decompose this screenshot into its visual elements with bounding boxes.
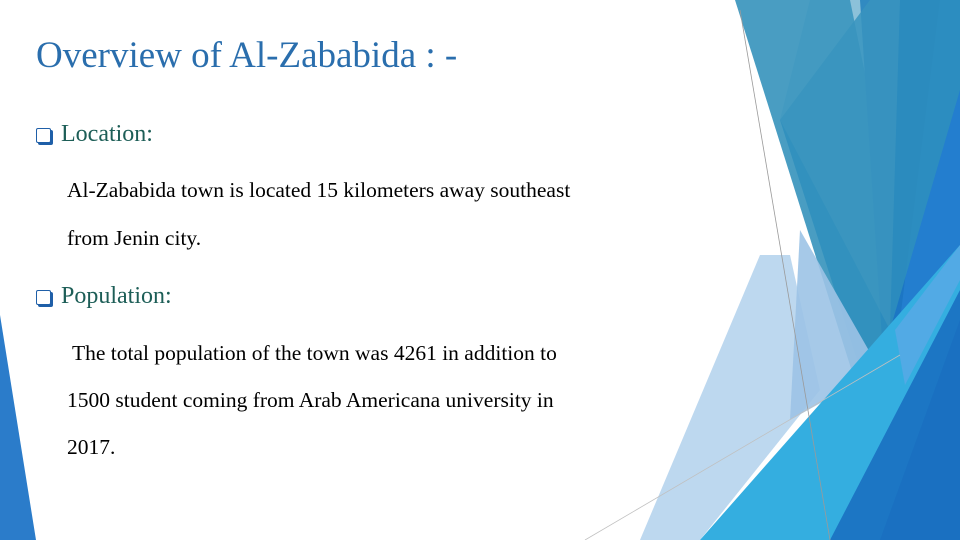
population-text-line-1: The total population of the town was 4261 in addition to [67,341,557,365]
location-text-line-2: from Jenin city. [67,226,202,250]
hollow-square-bullet-icon [36,128,51,143]
bullet-heading-population [36,283,172,310]
population-text-line-2: 1500 student coming from Arab Americana university in [67,388,554,412]
heading-location-label: Location: [61,121,153,147]
hollow-square-bullet-icon [36,290,51,305]
bullet-heading-location [36,121,153,148]
slide-title: Overview of Al-Zababida : - [36,35,458,76]
heading-population-label: Population: [61,283,172,309]
left-accent-wedge [0,315,36,540]
population-text-line-3: 2017. [67,435,116,459]
location-text-line-1: Al-Zababida town is located 15 kilometers away southeast [67,178,571,202]
